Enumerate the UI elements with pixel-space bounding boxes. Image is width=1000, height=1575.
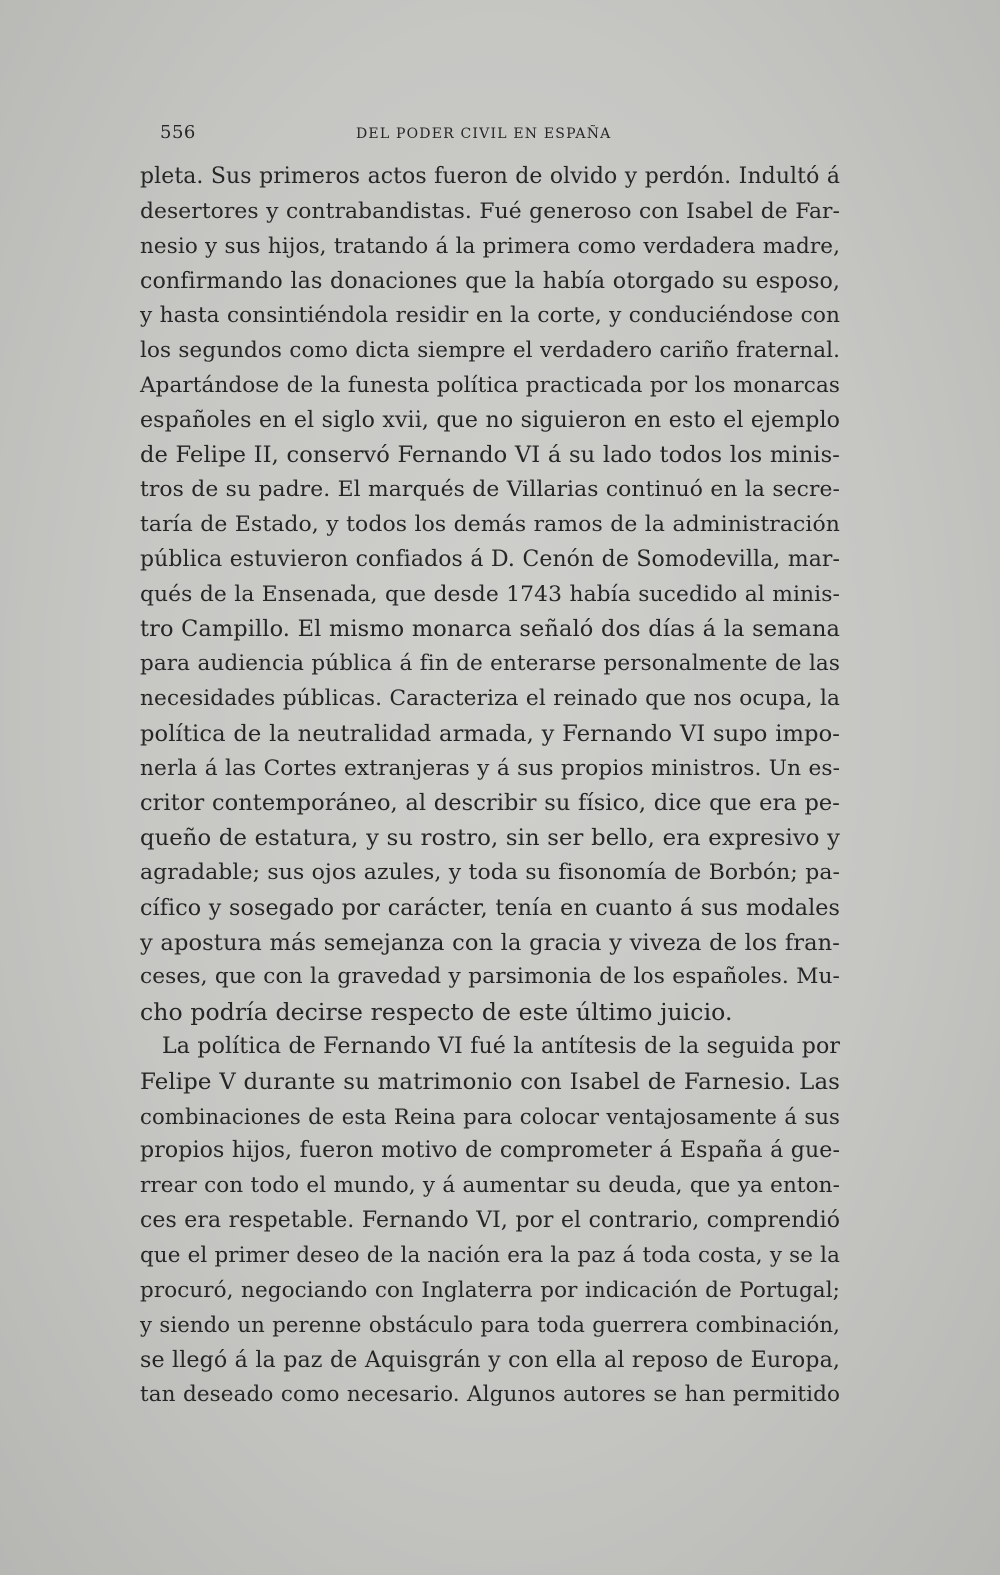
text-line: taría de Estado, y todos los demás ramos de la administración bbox=[140, 511, 840, 537]
text-line: critor contemporáneo, al describir su físico, dice que era pe- bbox=[140, 790, 840, 817]
page-header bbox=[160, 122, 820, 152]
running-title: DEL PODER CIVIL EN ESPAÑA bbox=[356, 126, 612, 142]
text-line: necesidades públicas. Caracteriza el reinado que nos ocupa, la bbox=[140, 685, 840, 711]
text-line: de Felipe II, conservó Fernando VI á su lado todos los minis- bbox=[140, 442, 840, 469]
text-line: procuró, negociando con Inglaterra por indicación de Portugal; bbox=[140, 1277, 840, 1303]
text-line: y apostura más semejanza con la gracia y viveza de los fran- bbox=[140, 929, 840, 956]
text-line: y siendo un perenne obstáculo para toda guerrera combinación, bbox=[140, 1312, 840, 1338]
text-line: tros de su padre. El marqués de Villarias continuó en la secre- bbox=[140, 477, 840, 503]
text-line: propios hijos, fueron motivo de comprometer á España á gue- bbox=[140, 1138, 840, 1164]
text-line: que el primer deseo de la nación era la paz á toda costa, y se la bbox=[140, 1242, 840, 1268]
text-line: nesio y sus hijos, tratando á la primera como verdadera madre, bbox=[140, 233, 840, 259]
text-line: se llegó á la paz de Aquisgrán y con ella al reposo de Europa, bbox=[140, 1347, 840, 1374]
text-line: política de la neutralidad armada, y Fernando VI supo impo- bbox=[140, 720, 840, 747]
text-line: pública estuvieron confiados á D. Cenón de Somodevilla, mar- bbox=[140, 546, 840, 572]
text-line: y hasta consintiéndola residir en la corte, y conduciéndose con bbox=[140, 303, 840, 329]
text-line: tro Campillo. El mismo monarca señaló dos días á la semana bbox=[140, 616, 840, 643]
page-number: 556 bbox=[160, 122, 196, 143]
text-line: desertores y contrabandistas. Fué generoso con Isabel de Far- bbox=[140, 198, 840, 224]
text-line: pleta. Sus primeros actos fueron de olvido y perdón. Indultó á bbox=[140, 164, 840, 189]
text-line: confirmando las donaciones que la había otorgado su esposo, bbox=[140, 268, 840, 295]
text-line: combinaciones de esta Reina para colocar ventajosamente á sus bbox=[140, 1103, 840, 1129]
text-line: agradable; sus ojos azules, y toda su fisonomía de Borbón; pa- bbox=[140, 859, 840, 885]
text-line: ces era respetable. Fernando VI, por el contrario, comprendió bbox=[140, 1207, 840, 1233]
text-line: Felipe V durante su matrimonio con Isabel de Farnesio. Las bbox=[140, 1068, 840, 1095]
text-line: La política de Fernando VI fué la antítesis de la seguida por bbox=[162, 1033, 840, 1059]
text-line: los segundos como dicta siempre el verdadero cariño fraternal. bbox=[140, 337, 840, 363]
text-line: ceses, que con la gravedad y parsimonia de los españoles. Mu- bbox=[140, 964, 840, 990]
text-line: qués de la Ensenada, que desde 1743 había sucedido al minis- bbox=[140, 581, 840, 607]
text-line: para audiencia pública á fin de enterarse personalmente de las bbox=[140, 651, 840, 677]
text-line: queño de estatura, y su rostro, sin ser bello, era expresivo y bbox=[140, 825, 840, 852]
text-line: cífico y sosegado por carácter, tenía en cuanto á sus modales bbox=[140, 894, 840, 921]
text-line: rrear con todo el mundo, y á aumentar su deuda, que ya enton- bbox=[140, 1173, 840, 1199]
text-line: Apartándose de la funesta política practicada por los monarcas bbox=[140, 372, 840, 398]
body-text bbox=[140, 160, 840, 1413]
text-line: nerla á las Cortes extranjeras y á sus propios ministros. Un es- bbox=[140, 755, 840, 781]
text-line: tan deseado como necesario. Algunos autores se han permitido bbox=[140, 1381, 840, 1407]
text-line: españoles en el siglo xvii, que no siguieron en esto el ejemplo bbox=[140, 407, 840, 433]
text-line: cho podría decirse respecto de este último juicio. bbox=[140, 998, 733, 1027]
